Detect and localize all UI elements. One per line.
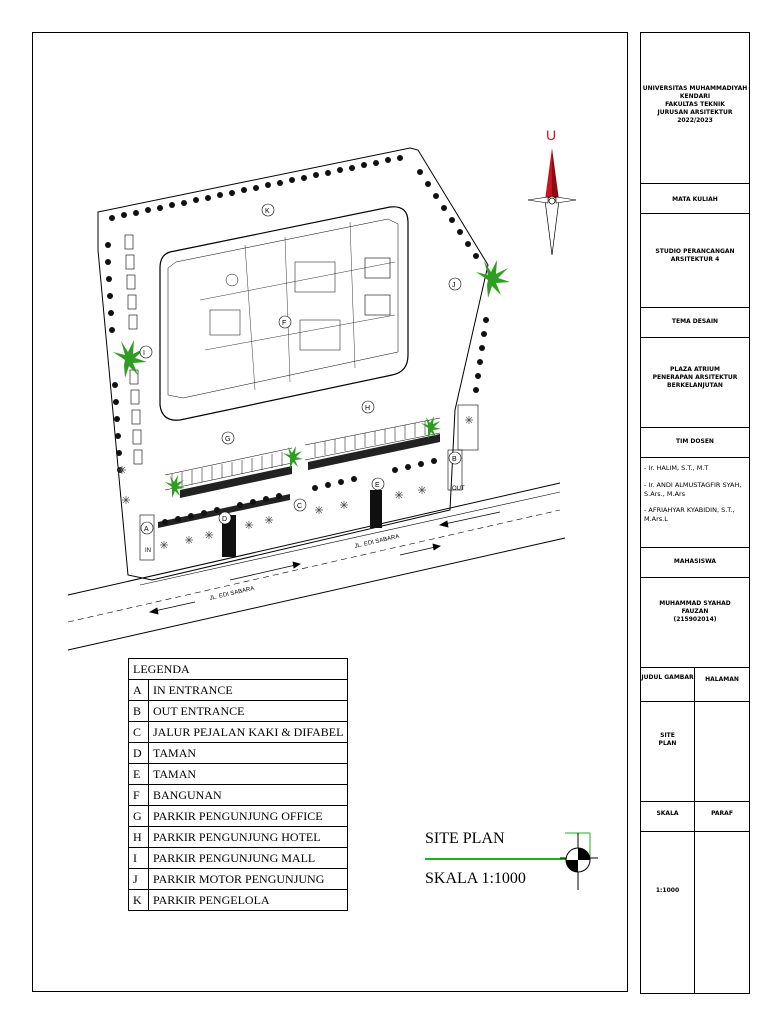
legend-key: D [129,743,149,764]
legend-key: E [129,764,149,785]
theme-block [641,337,749,427]
course-line: STUDIO PERANCANGAN [655,248,735,255]
legend-key: G [129,806,149,827]
legend-row [129,848,348,869]
page-label: HALAMAN [705,676,739,683]
street-name-label: JL. EDI SABARA [209,585,255,602]
zone-label-e: E [375,482,380,489]
lecturer-line: - AFRIAHYAR KYABIDIN, S.T., M.Ars.L [644,506,735,524]
north-arrow [528,127,576,255]
zone-label-d: D [222,516,228,523]
student-line: FAUZAN [681,608,709,616]
institution-line: FAKULTAS TEKNIK [665,101,725,109]
drawing-title-line: PLAN [658,740,677,748]
scale-value: 1:1000 [641,832,695,993]
legend-row [129,869,348,890]
drawing-title-block [641,702,695,801]
legend-label: TAMAN [149,743,348,764]
legend-label: PARKIR PENGUNJUNG OFFICE [149,806,348,827]
road [68,483,565,650]
lecturer-line: - Ir. ANDI ALMUSTAGFIR SYAH, S.Ars., M.Ars [644,480,742,498]
legend-label: JALUR PEJALAN KAKI & DIFABEL [149,722,348,743]
legend-key: B [129,701,149,722]
course-label: MATA KULIAH [641,183,749,213]
course-line: ARSITEKTUR 4 [670,256,720,264]
legend-header: LEGENDA [129,659,348,680]
site-boundary [98,148,488,580]
tree-row-top [109,155,403,221]
zone-label-b: B [452,456,457,463]
theme-line: PENERAPAN ARSITEKTUR [652,374,738,382]
legend-table [128,658,348,911]
zone-label-f: F [282,320,287,327]
scale-north-symbol [420,830,600,890]
zone-label-h: H [365,405,371,412]
institution-line: KENDARI [679,93,711,101]
site-plan-scale: SKALA 1:1000 [425,870,526,887]
legend-row [129,785,348,806]
institution-block [641,33,749,183]
drawing-title-line: SITE [660,732,675,739]
theme-line: BERKELANJUTAN [667,382,723,390]
theme-line: PLAZA ATRIUM [670,366,720,373]
student-line: (215902014) [673,616,717,624]
lecturer-line: - Ir. HALIM, S.T., M.T [644,464,709,472]
legend-key: J [129,869,149,890]
zone-label-i: I [143,350,145,357]
street-name-label-2: JL. EDI SABARA [354,533,400,550]
legend-key: C [129,722,149,743]
sign-label: PARAF [711,810,733,817]
parking-k-cars [125,235,142,464]
zone-label-c: C [297,503,303,510]
student-line: MUHAMMAD SYAHAD [659,600,731,607]
title-block [640,32,750,994]
lecturers-block [641,457,749,547]
parking-row-g [165,418,440,490]
institution-line: UNIVERSITAS MUHAMMADIYAH [642,85,748,92]
student-block [641,577,749,667]
garden-shrubs [118,416,473,549]
legend-row [129,743,348,764]
north-label: U [546,127,557,143]
legend-row [129,827,348,848]
legend-label: TAMAN [149,764,348,785]
legend-label: PARKIR PENGELOLA [149,890,348,911]
drawing-header-row [641,667,749,701]
out-label: OUT [452,486,465,492]
legend-label: BANGUNAN [149,785,348,806]
legend-key: I [129,848,149,869]
drawing-title-row [641,701,749,801]
legend-label: IN ENTRANCE [149,680,348,701]
drawing-title-label: JUDUL GAMBAR [641,668,695,701]
course-block [641,213,749,307]
legend-key: H [129,827,149,848]
scale-header-row [641,801,749,831]
legend-key: K [129,890,149,911]
legend-row [129,701,348,722]
legend-row [129,806,348,827]
zone-label-g: G [225,436,231,443]
lecturers-label: TIM DOSEN [641,427,749,457]
traffic-arrows [150,512,500,614]
motor-parking-band [158,434,440,528]
theme-label: TEMA DESAIN [641,307,749,337]
legend-row [129,680,348,701]
legend-label: OUT ENTRANCE [149,701,348,722]
scale-label: SKALA [641,802,695,831]
site-plan-title: SITE PLAN [425,830,505,847]
legend-label: PARKIR PENGUNJUNG MALL [149,848,348,869]
entrance-gates [140,405,478,560]
legend-label: PARKIR MOTOR PENGUNJUNG [149,869,348,890]
legend-row [129,890,348,911]
zone-label-a: A [144,526,149,533]
legend-key: A [129,680,149,701]
scale-value-row [641,831,749,993]
institution-line: JURUSAN ARSITEKTUR [657,109,733,117]
legend-row [129,764,348,785]
student-label: MAHASISWA [641,547,749,577]
zone-label-j: J [452,282,456,289]
zone-markers [140,204,461,534]
legend-label: PARKIR PENGUNJUNG HOTEL [149,827,348,848]
building-f [160,207,408,420]
legend-row [129,722,348,743]
legend-key: F [129,785,149,806]
institution-line: 2022/2023 [677,117,713,125]
zone-label-k: K [265,208,270,215]
in-label: IN [145,548,151,554]
